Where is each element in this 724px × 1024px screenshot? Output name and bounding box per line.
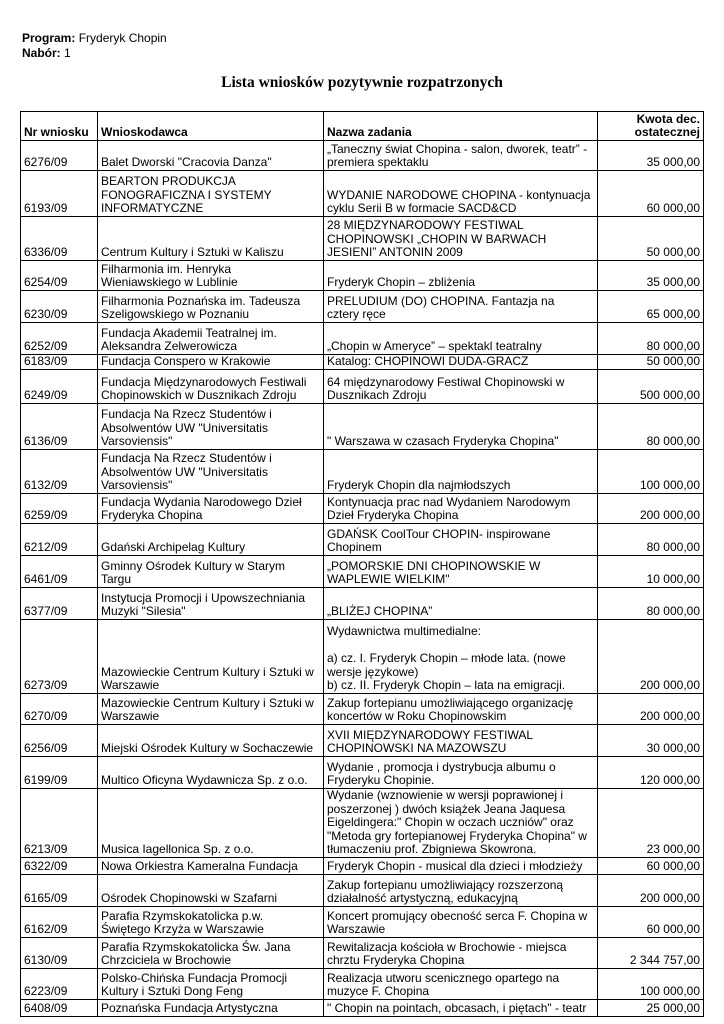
cell-amount: 120 000,00 [598,757,704,789]
cell-applicant: Poznańska Fundacja Artystyczna [98,999,324,1016]
table-row [21,999,704,1016]
document-title: Lista wniosków pozytywnie rozpatrzonych [221,74,503,91]
cell-amount: 80 000,00 [598,323,704,355]
cell-nr: 6256/09 [21,725,98,757]
cell-amount: 80 000,00 [598,588,704,620]
cell-nr: 6276/09 [21,141,98,171]
table-row [21,556,704,588]
cell-applicant: Filharmonia im. Henryka Wieniawskiego w Lublinie [98,261,324,291]
cell-applicant: Gminny Ośrodek Kultury w Starym Targu [98,556,324,588]
cell-amount: 200 000,00 [598,494,704,524]
cell-nr: 6162/09 [21,906,98,937]
table-row [21,141,704,171]
cell-nr: 6193/09 [21,171,98,217]
table-row [21,261,704,291]
header-amount: Kwota dec. ostatecznej [598,112,704,141]
table-row [21,370,704,404]
nabor-label: Nabór: [22,46,61,60]
cell-nr: 6230/09 [21,291,98,323]
cell-amount: 2 344 757,00 [598,937,704,968]
table-row [21,725,704,757]
cell-task: „POMORSKIE DNI CHOPINOWSKIE W WAPLEWIE WIELKIM" [324,556,598,588]
program-line [22,31,167,46]
table-row [21,404,704,450]
cell-task: Zakup fortepianu umożliwiający rozszerzoną działalność artystyczną, edukacyjną [324,874,598,906]
cell-task: Wydawnictwa multimedialne: a) cz. I. Fryderyk Chopin – młode lata. (nowe wersje językowe) b) cz. II. Fryderyk Chopin – lata na emigracji. [324,620,598,694]
cell-task: Wydanie (wznowienie w wersji poprawionej i poszerzonej ) dwóch książek Jeana Jaquesa Eigeldingera:" Chopin w oczach uczniów" oraz "Metoda gry fortepianowej Fryderyka Chopina" w tłumaczeniu prof. Zbigniewa Skowrona. [324,789,598,858]
cell-amount: 65 000,00 [598,291,704,323]
cell-task: Fryderyk Chopin – zbliżenia [324,261,598,291]
table-row [21,494,704,524]
cell-applicant: Ośrodek Chopinowski w Szafarni [98,874,324,906]
table-row [21,757,704,789]
cell-amount: 80 000,00 [598,524,704,556]
cell-task: „Chopin w Ameryce” – spektakl teatralny [324,323,598,355]
table-row [21,171,704,217]
cell-applicant: Parafia Rzymskokatolicka Św. Jana Chrzciciela w Brochowie [98,937,324,968]
cell-applicant: Balet Dworski "Cracovia Danza" [98,141,324,171]
cell-applicant: Parafia Rzymskokatolicka p.w. Świętego Krzyża w Warszawie [98,906,324,937]
cell-applicant: Fundacja Międzynarodowych Festiwali Chopinowskich w Dusznikach Zdroju [98,370,324,404]
cell-applicant: Instytucja Promocji i Upowszechniania Muzyki "Silesia" [98,588,324,620]
cell-task: Fryderyk Chopin - musical dla dzieci i młodzieży [324,857,598,874]
table-row [21,355,704,370]
cell-nr: 6461/09 [21,556,98,588]
cell-amount: 25 000,00 [598,999,704,1016]
cell-task: WYDANIE NARODOWE CHOPINA - kontynuacja cyklu Serii B w formacie SACD&CD [324,171,598,217]
cell-task: XVII MIĘDZYNARODOWY FESTIWAL CHOPINOWSKI NA MAZOWSZU [324,725,598,757]
program-label: Program: [22,31,76,45]
cell-applicant: Gdański Archipelag Kultury [98,524,324,556]
cell-amount: 30 000,00 [598,725,704,757]
nabor-line [22,46,167,61]
cell-amount: 10 000,00 [598,556,704,588]
program-value: Fryderyk Chopin [78,31,167,45]
cell-nr: 6136/09 [21,404,98,450]
cell-task: PRELUDIUM (DO) CHOPINA. Fantazja na cztery ręce [324,291,598,323]
cell-task: Wydanie , promocja i dystrybucja albumu o Fryderyku Chopinie. [324,757,598,789]
cell-applicant: Filharmonia Poznańska im. Tadeusza Szeligowskiego w Poznaniu [98,291,324,323]
cell-amount: 35 000,00 [598,261,704,291]
cell-task: Kontynuacja prac nad Wydaniem Narodowym Dzieł Fryderyka Chopina [324,494,598,524]
table-row [21,588,704,620]
table-row [21,937,704,968]
cell-task: " Warszawa w czasach Fryderyka Chopina" [324,404,598,450]
nabor-value: 1 [64,46,71,60]
cell-applicant: Nowa Orkiestra Kameralna Fundacja [98,857,324,874]
cell-applicant: Multico Oficyna Wydawnicza Sp. z o.o. [98,757,324,789]
cell-applicant: Fundacja Akademii Teatralnej im. Aleksandra Zelwerowicza [98,323,324,355]
cell-nr: 6213/09 [21,789,98,858]
cell-nr: 6408/09 [21,999,98,1016]
table-row [21,857,704,874]
cell-amount: 60 000,00 [598,906,704,937]
applications-table [20,111,704,1017]
cell-nr: 6273/09 [21,620,98,694]
cell-nr: 6130/09 [21,937,98,968]
cell-amount: 500 000,00 [598,370,704,404]
cell-nr: 6165/09 [21,874,98,906]
cell-applicant: Fundacja Na Rzecz Studentów i Absolwentów UW "Universitatis Varsoviensis" [98,450,324,494]
cell-amount: 60 000,00 [598,171,704,217]
cell-nr: 6183/09 [21,355,98,370]
cell-amount: 50 000,00 [598,355,704,370]
cell-task: Realizacja utworu scenicznego opartego na muzyce F. Chopina [324,968,598,999]
cell-task: Zakup fortepianu umożliwiającego organizację koncertów w Roku Chopinowskim [324,694,598,725]
cell-applicant: Mazowieckie Centrum Kultury i Sztuki w Warszawie [98,620,324,694]
table-row [21,323,704,355]
cell-nr: 6199/09 [21,757,98,789]
cell-nr: 6249/09 [21,370,98,404]
cell-amount: 60 000,00 [598,857,704,874]
table-row [21,789,704,858]
cell-amount: 200 000,00 [598,620,704,694]
cell-task: 28 MIĘDZYNARODOWY FESTIWAL CHOPINOWSKI „CHOPIN W BARWACH JESIENI” ANTONIN 2009 [324,217,598,261]
header-applicant: Wnioskodawca [98,112,324,141]
cell-amount: 35 000,00 [598,141,704,171]
cell-task: Rewitalizacja kościoła w Brochowie - miejsca chrztu Fryderyka Chopina [324,937,598,968]
cell-applicant: Musica Iagellonica Sp. z o.o. [98,789,324,858]
table-row [21,524,704,556]
cell-applicant: Fundacja Na Rzecz Studentów i Absolwentów UW "Universitatis Varsoviensis" [98,404,324,450]
cell-amount: 200 000,00 [598,694,704,725]
cell-nr: 6212/09 [21,524,98,556]
cell-amount: 23 000,00 [598,789,704,858]
table-row [21,291,704,323]
cell-nr: 6223/09 [21,968,98,999]
cell-applicant: BEARTON PRODUKCJA FONOGRAFICZNA I SYSTEMY INFORMATYCZNE [98,171,324,217]
cell-task: Fryderyk Chopin dla najmłodszych [324,450,598,494]
cell-applicant: Mazowieckie Centrum Kultury i Sztuki w Warszawie [98,694,324,725]
cell-applicant: Fundacja Conspero w Krakowie [98,355,324,370]
cell-nr: 6259/09 [21,494,98,524]
cell-nr: 6132/09 [21,450,98,494]
document-meta [22,31,167,61]
table-row [21,450,704,494]
cell-amount: 100 000,00 [598,968,704,999]
cell-task: GDAŃSK CoolTour CHOPIN- inspirowane Chopinem [324,524,598,556]
cell-applicant: Centrum Kultury i Sztuki w Kaliszu [98,217,324,261]
cell-applicant: Polsko-Chińska Fundacja Promocji Kultury i Sztuki Dong Feng [98,968,324,999]
cell-task: Koncert promujący obecność serca F. Chopina w Warszawie [324,906,598,937]
cell-amount: 200 000,00 [598,874,704,906]
cell-nr: 6322/09 [21,857,98,874]
cell-amount: 100 000,00 [598,450,704,494]
cell-nr: 6270/09 [21,694,98,725]
header-task: Nazwa zadania [324,112,598,141]
cell-task: „Taneczny świat Chopina - salon, dworek, teatr” - premiera spektaklu [324,141,598,171]
cell-nr: 6252/09 [21,323,98,355]
table-header-row [21,112,704,141]
cell-applicant: Miejski Ośrodek Kultury w Sochaczewie [98,725,324,757]
cell-task: " Chopin na pointach, obcasach, i piętach" - teatr [324,999,598,1016]
cell-amount: 50 000,00 [598,217,704,261]
cell-task: 64 międzynarodowy Festiwal Chopinowski w Dusznikach Zdroju [324,370,598,404]
table-row [21,217,704,261]
cell-task: Katalog: CHOPINOWI DUDA-GRACZ [324,355,598,370]
header-nr: Nr wniosku [21,112,98,141]
table-row [21,968,704,999]
cell-nr: 6336/09 [21,217,98,261]
cell-amount: 80 000,00 [598,404,704,450]
table-row [21,694,704,725]
table-row [21,620,704,694]
cell-nr: 6377/09 [21,588,98,620]
cell-task: „BLIŻEJ CHOPINA” [324,588,598,620]
cell-nr: 6254/09 [21,261,98,291]
table-row [21,874,704,906]
table-row [21,906,704,937]
cell-applicant: Fundacja Wydania Narodowego Dzieł Fryderyka Chopina [98,494,324,524]
